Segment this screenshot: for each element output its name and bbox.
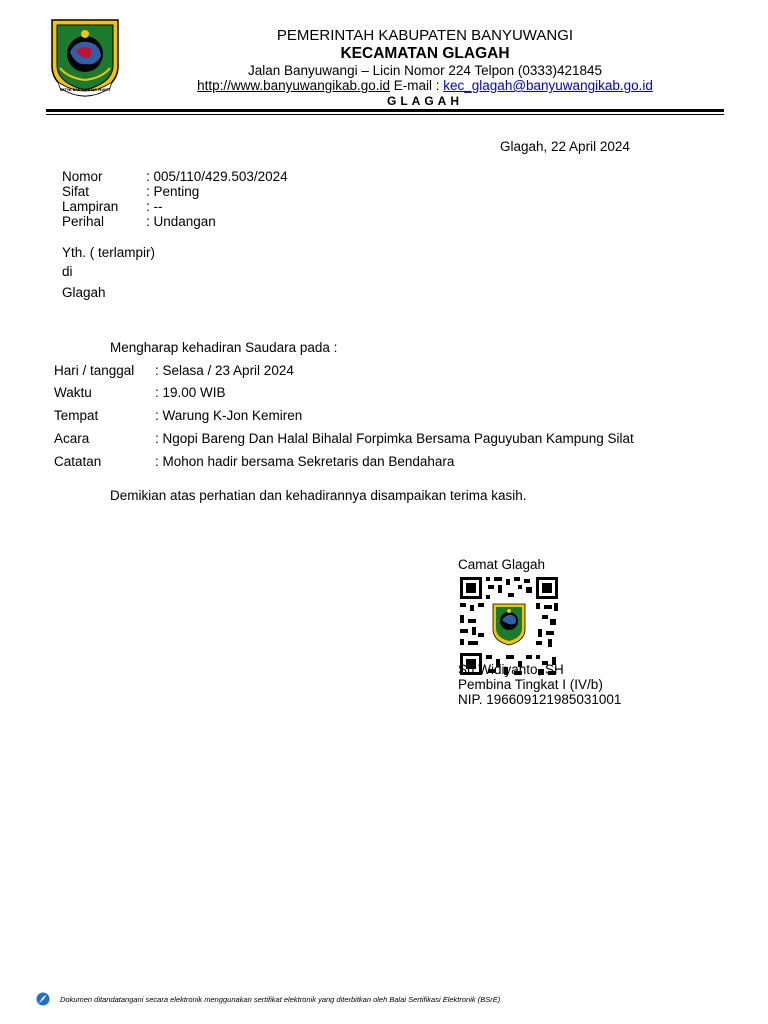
meta-value: : --	[146, 199, 163, 214]
signer-name: Sri Widiyanto, SH	[458, 662, 564, 677]
signer-nip: NIP. 196609121985031001	[458, 692, 622, 707]
detail-label: Catatan	[54, 454, 102, 469]
detail-value: : 19.00 WIB	[155, 385, 226, 400]
email-label: E-mail :	[390, 78, 444, 93]
meta-value: : 005/110/429.503/2024	[146, 169, 288, 184]
contact-line	[130, 78, 720, 93]
meta-value: : Undangan	[146, 214, 216, 229]
bsre-feather-icon	[36, 992, 50, 1006]
meta-label: Nomor	[62, 169, 103, 184]
logo-motto: SATYA BAKTI PRAJA MUKTI	[59, 88, 111, 92]
recipient-line: di	[62, 264, 73, 279]
detail-value: : Mohon hadir bersama Sekretaris dan Bendahara	[155, 454, 455, 469]
email-link[interactable]: kec_glagah@banyuwangikab.go.id	[443, 78, 653, 93]
recipient-line: Yth. ( terlampir)	[62, 245, 156, 260]
office-address: Jalan Banyuwangi – Licin Nomor 224 Telpon (0333)421845	[248, 63, 602, 78]
header-rule-thick	[46, 109, 724, 112]
detail-label: Tempat	[54, 408, 99, 423]
meta-label: Lampiran	[62, 199, 119, 214]
signer-title: Camat Glagah	[458, 557, 546, 572]
detail-label: Acara	[54, 431, 90, 446]
header-rule-thin	[46, 114, 724, 115]
recipient-line: Glagah	[62, 285, 106, 300]
detail-value: : Ngopi Bareng Dan Halal Bihalal Forpimka Bersama Paguyuban Kampung Silat	[155, 431, 634, 446]
government-name: PEMERINTAH KABUPATEN BANYUWANGI	[276, 27, 574, 44]
meta-label: Perihal	[62, 214, 105, 229]
letter-date: Glagah, 22 April 2024	[500, 139, 630, 154]
detail-value: : Selasa / 23 April 2024	[155, 363, 294, 378]
regency-logo	[46, 16, 124, 98]
office-short-name: GLAGAH	[387, 94, 463, 108]
website-link[interactable]: http://www.banyuwangikab.go.id	[197, 78, 390, 93]
detail-value: : Warung K-Jon Kemiren	[155, 408, 303, 423]
e-signature-footer: Dokumen ditandatangani secara elektronik menggunakan sertifikat elektronik yang diterbitkan oleh Balai Sertifikasi Elektronik (BSrE)	[60, 995, 501, 1004]
meta-value: : Penting	[146, 184, 200, 199]
office-name: KECAMATAN GLAGAH	[340, 45, 510, 62]
detail-label: Waktu	[54, 385, 92, 400]
closing-text: Demikian atas perhatian dan kehadirannya disampaikan terima kasih.	[110, 488, 527, 503]
meta-label: Sifat	[62, 184, 90, 199]
signer-rank: Pembina Tingkat I (IV/b)	[458, 677, 603, 692]
intro-text: Mengharap kehadiran Saudara pada :	[110, 340, 338, 355]
detail-label: Hari / tanggal	[54, 363, 135, 378]
